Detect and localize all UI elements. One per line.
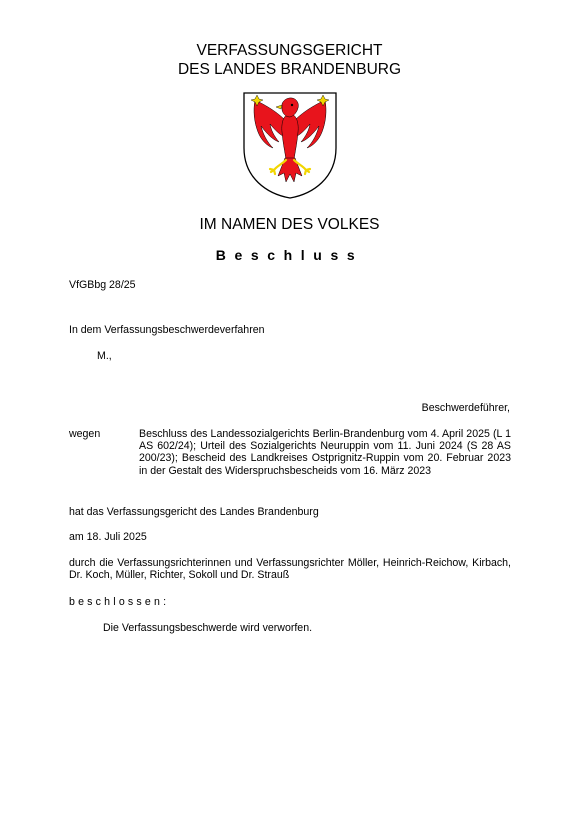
resolved-label: beschlossen: [69, 596, 170, 608]
court-line: hat das Verfassungsgericht des Landes Brandenburg [69, 506, 319, 518]
decision-text: Die Verfassungsbeschwerde wird verworfen. [103, 622, 313, 634]
party-role: Beschwerdeführer, [421, 402, 510, 414]
decision-date: am 18. Juli 2025 [69, 531, 147, 543]
court-name-line-1: VERFASSUNGSGERICHT [196, 42, 383, 59]
subject-text: Beschluss des Landessozialgerichts Berlin-Brandenburg vom 4. April 2025 (L 1 AS 602/24); Urteil des Sozialgerichts Neuruppin vom 11. Juni 2024 (S 28 AS 200/23); Bescheid des Landkreises Ostprignitz-Ruppin vom 20. Februar 2023 in der Gestalt des Widerspruchsbescheids vom 16. März 2023 [139, 428, 511, 477]
court-name-line-2: DES LANDES BRANDENBURG [177, 61, 402, 78]
subject-label: wegen [69, 428, 101, 440]
in-the-name-of-the-people: IM NAMEN DES VOLKES [199, 216, 380, 233]
case-number: VfGBbg 28/25 [69, 279, 136, 291]
court-name [0, 41, 579, 79]
proceedings-intro: In dem Verfassungsbeschwerdeverfahren [69, 324, 265, 336]
document-type-heading: Beschluss [215, 247, 364, 263]
judges-line: durch die Verfassungsrichterinnen und Verfassungsrichter Möller, Heinrich-Reichow, Kirbach, Dr. Koch, Müller, Richter, Sokoll und Dr. Strauß [69, 557, 511, 582]
brandenburg-eagle-icon [241, 90, 339, 200]
party-name: M., [97, 350, 112, 362]
